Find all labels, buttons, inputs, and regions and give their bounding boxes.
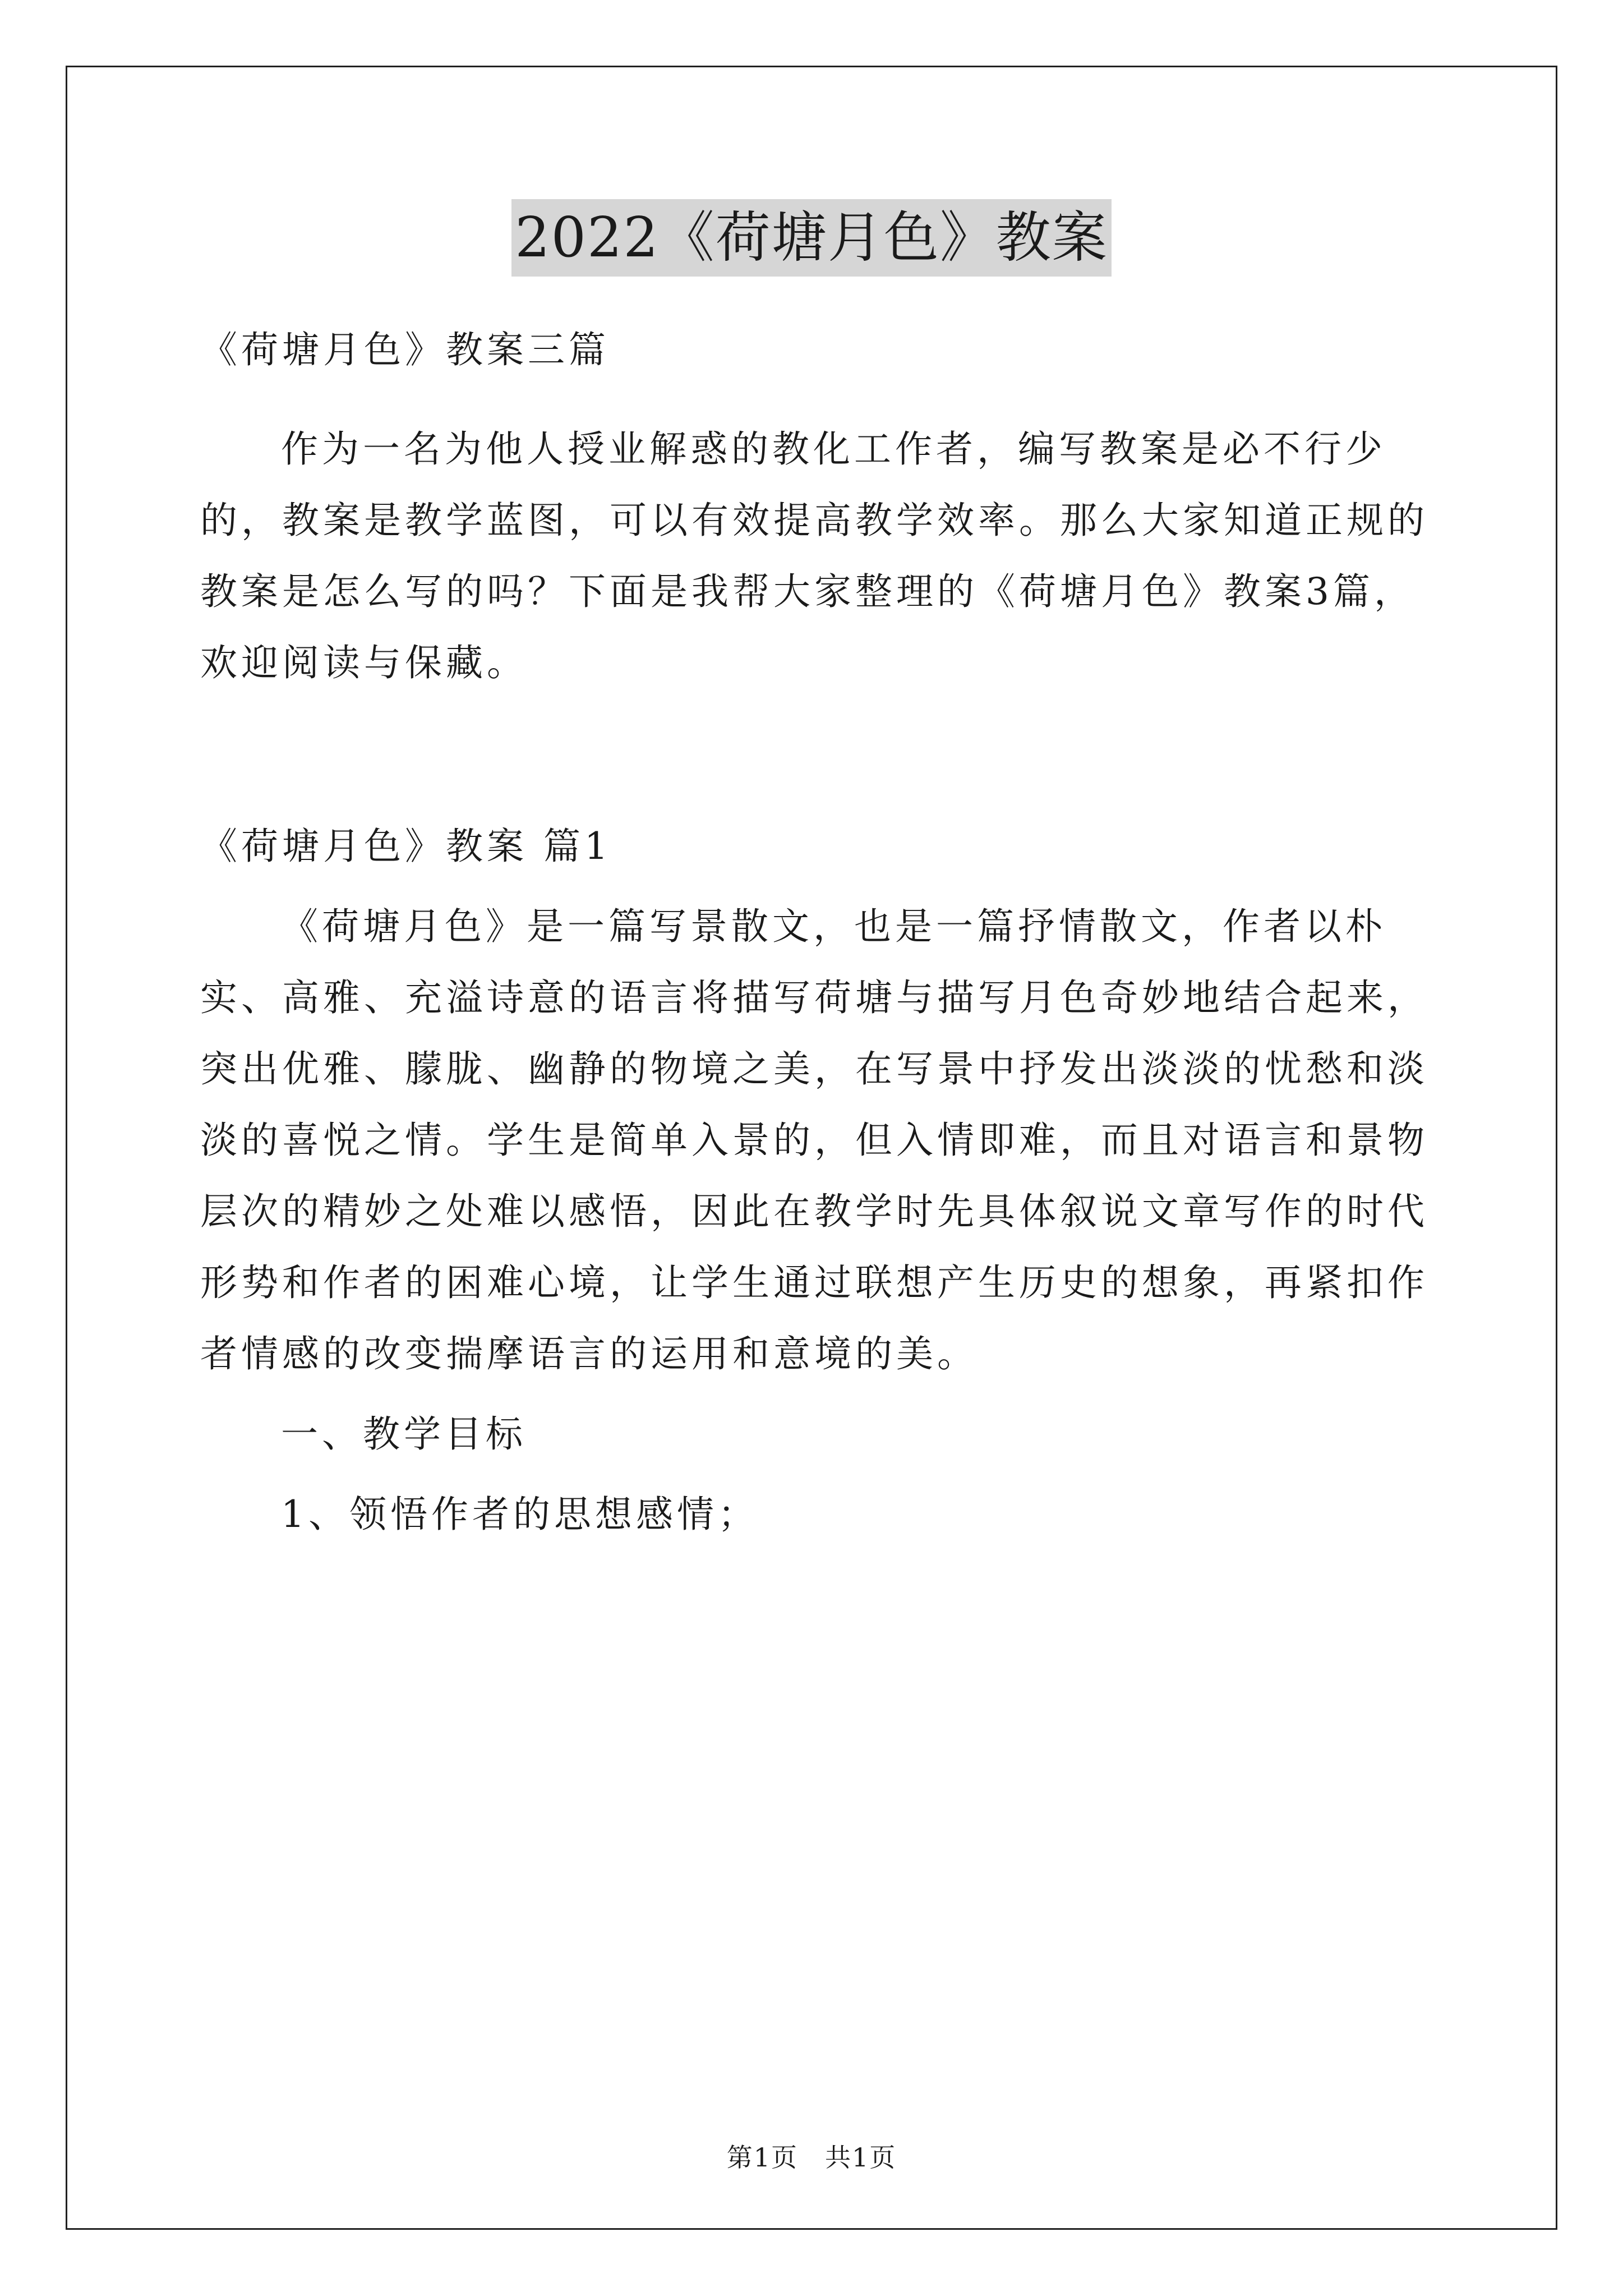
title-wrap <box>0 199 1623 277</box>
goal-item: 1、领悟作者的思想感情； <box>281 1493 759 1536</box>
section-paragraph: 《荷塘月色》是一篇写景散文，也是一篇抒情散文，作者以朴实、高雅、充溢诗意的语言将描写荷塘与描写月色奇妙地结合起来，突出优雅、朦胧、幽静的物境之美，在写景中抒发出淡淡的忧愁和淡淡的喜悦之情。学生是简单入景的，但入情即难，而且对语言和景物层次的精妙之处难以感悟，因此在教学时先具体叙说文章写作的时代形势和作者的困难心境，让学生通过联想产生历史的想象，再紧扣作者情感的改变揣摩语言的运用和意境的美。 <box>200 905 1428 1375</box>
document-body <box>200 314 1451 1550</box>
page-footer: 第1页 共1页 <box>726 2142 897 2173</box>
document-title: 2022《荷塘月色》教案 <box>511 199 1111 277</box>
section-heading: 《荷塘月色》教案 篇1 <box>200 825 612 868</box>
goal-heading: 一、教学目标 <box>281 1412 527 1456</box>
subtitle: 《荷塘月色》教案三篇 <box>200 328 610 371</box>
intro-paragraph: 作为一名为他人授业解惑的教化工作者，编写教案是必不行少的，教案是教学蓝图，可以有效提高教学效率。那么大家知道正规的教案是怎么写的吗？下面是我帮大家整理的《荷塘月色》教案3篇，欢迎阅读与保藏。 <box>200 427 1428 684</box>
